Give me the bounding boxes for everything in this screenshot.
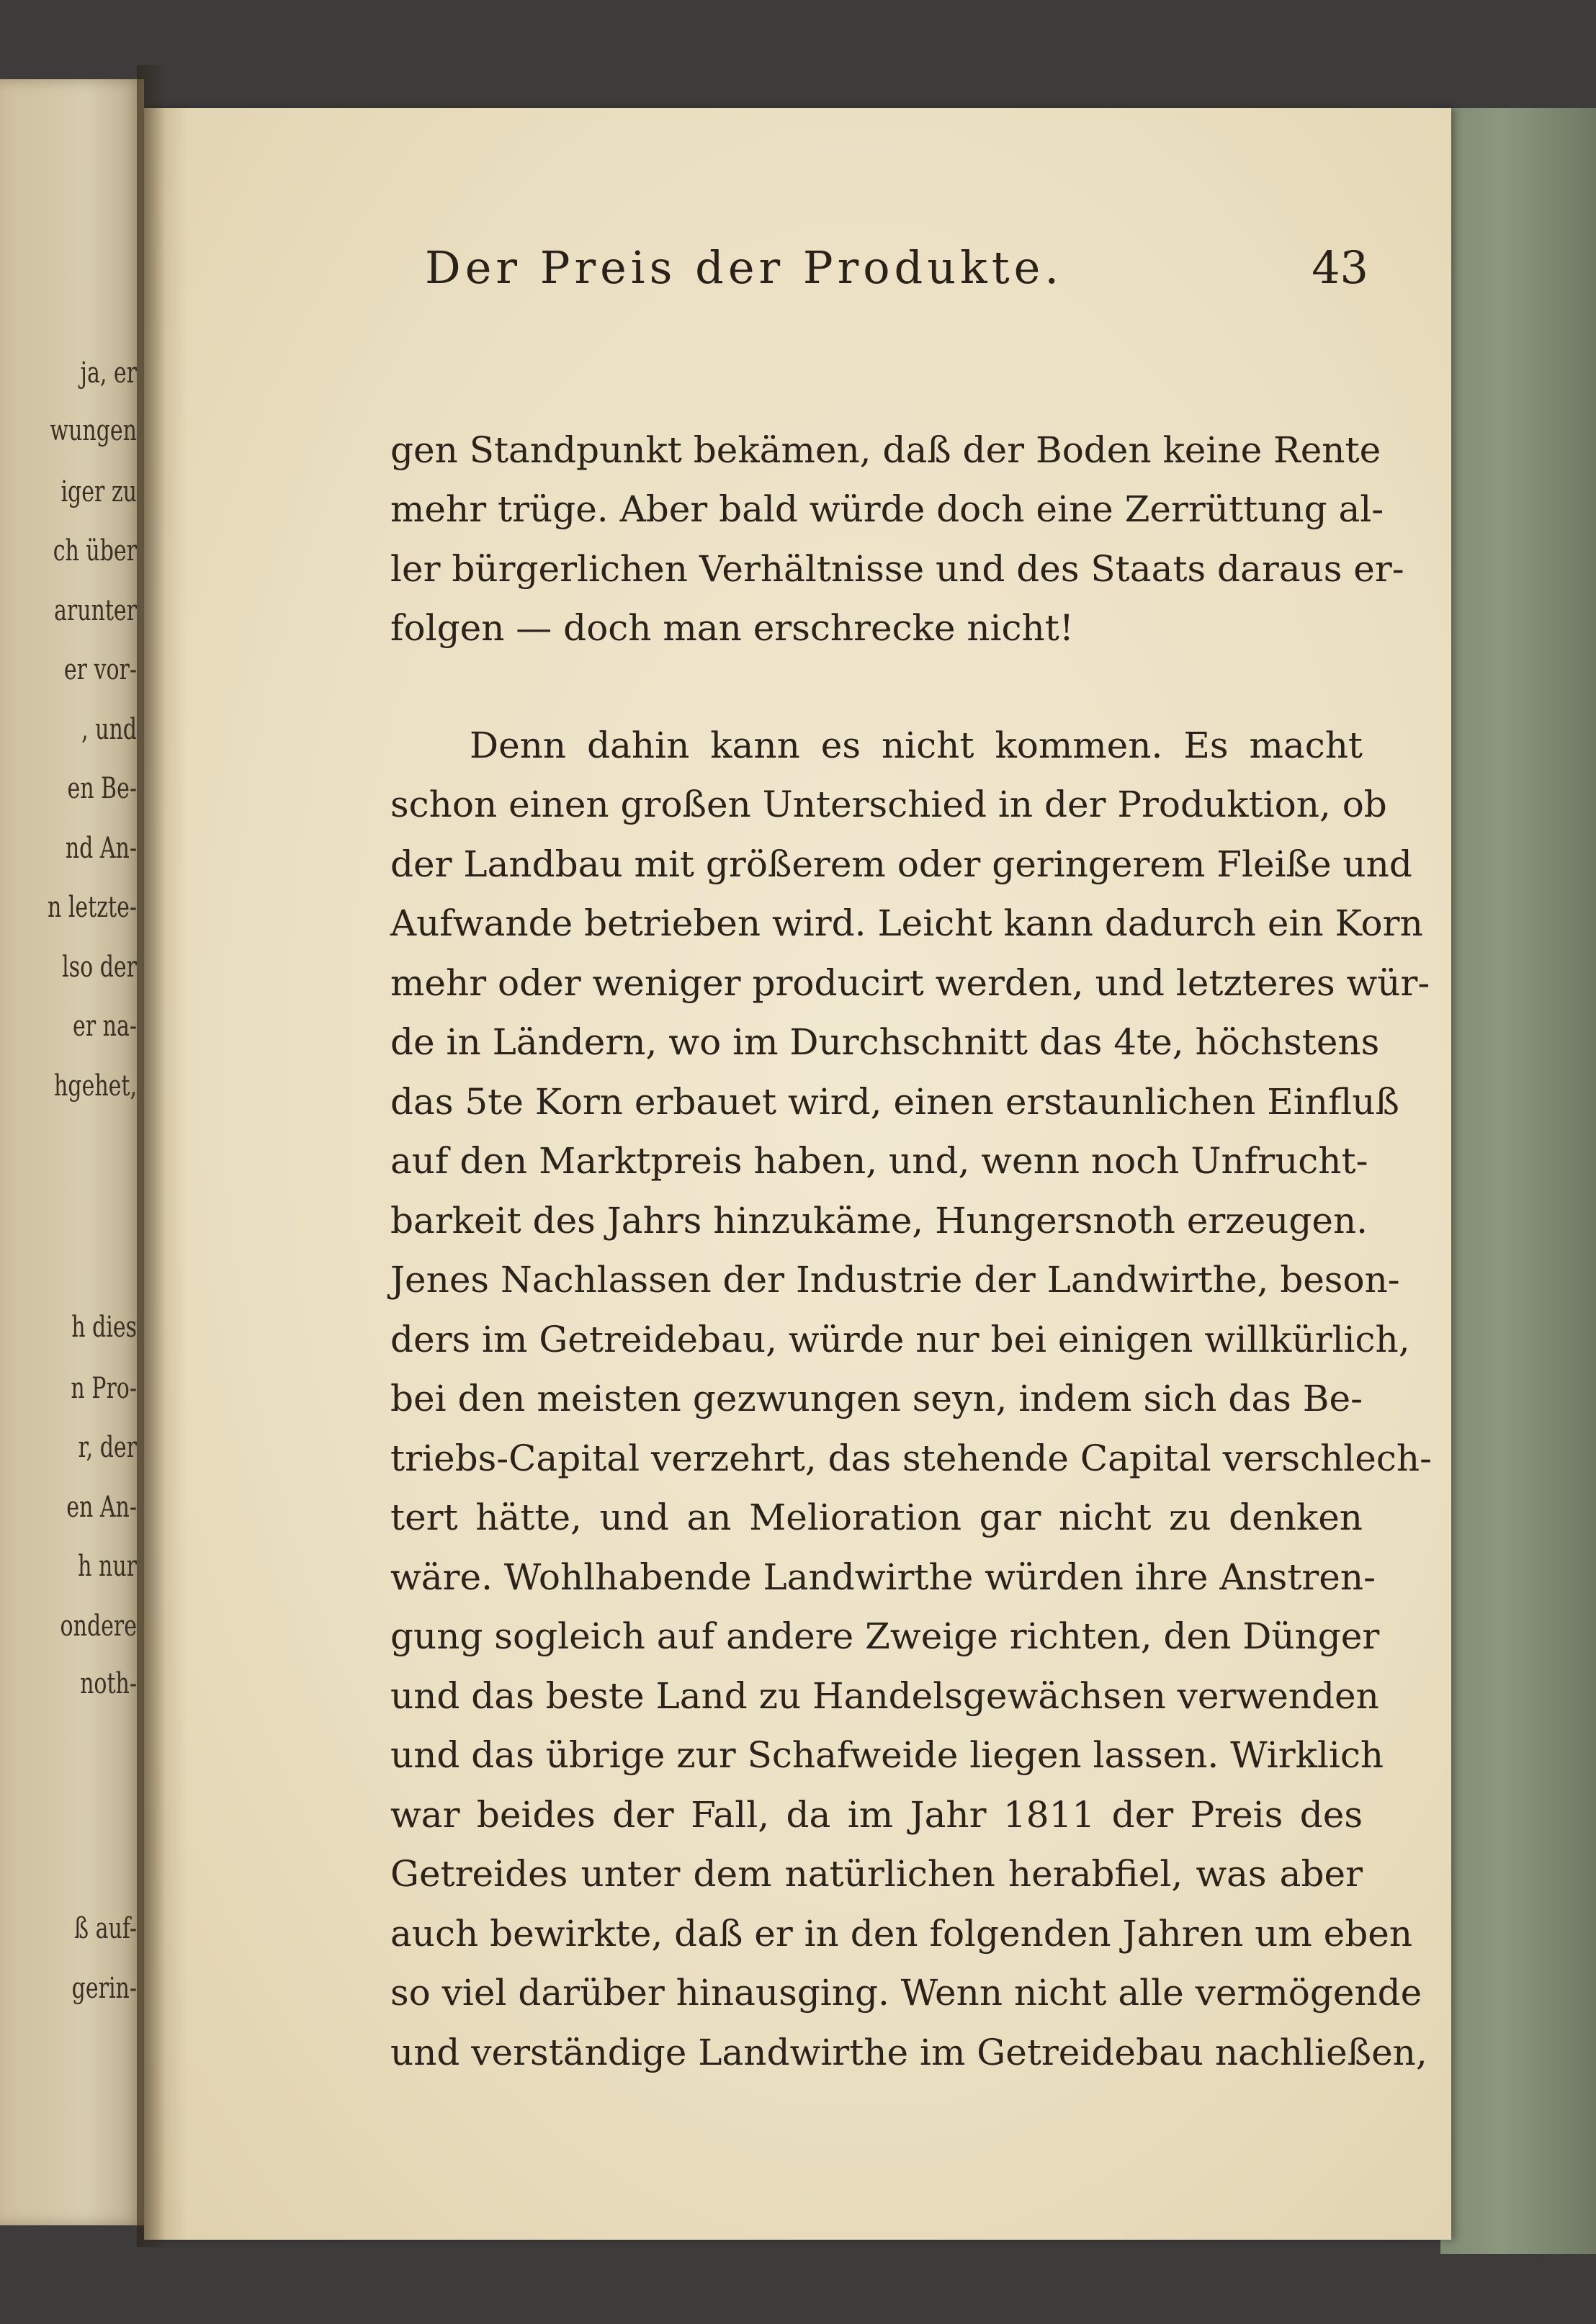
text-line: bei den meisten gezwungen seyn, indem sich das Be- (390, 1378, 1363, 1419)
fragment-line: h nur (78, 1550, 137, 1583)
text-line: schon einen großen Unterschied in der Produktion, ob (390, 784, 1387, 825)
fragment-line: er na- (73, 1010, 137, 1043)
fragment-line: en Be- (67, 772, 137, 805)
fragment-line: er vor- (63, 653, 137, 686)
fragment-line: r, der (78, 1431, 137, 1464)
fragment-line: nd An- (65, 832, 137, 865)
page-number: 43 (1312, 241, 1368, 294)
previous-page-edge (0, 79, 144, 2225)
book-gutter-shadow (137, 65, 166, 2247)
running-title: Der Preis der Produkte. (425, 241, 1064, 294)
text-line: gung sogleich auf andere Zweige richten, den Dünger (390, 1615, 1380, 1657)
text-line: Jenes Nachlassen der Industrie der Landwirthe, beson- (390, 1259, 1400, 1301)
text-line: der Landbau mit größerem oder geringerem Fleiße und (390, 843, 1412, 885)
fragment-line: arunter (53, 594, 137, 627)
fragment-line: h dies (71, 1311, 137, 1344)
text-line: mehr oder weniger producirt werden, und letzteres wür- (390, 962, 1430, 1004)
text-line: barkeit des Jahrs hinzukäme, Hungersnoth erzeugen. (390, 1200, 1368, 1242)
text-line: triebs-Capital verzehrt, das stehende Capital verschlech- (390, 1437, 1432, 1479)
fragment-line: n letzte- (47, 891, 137, 924)
text-line: und das beste Land zu Handelsgewächsen verwenden (390, 1675, 1379, 1717)
fragment-line: ja, er (80, 356, 137, 390)
fragment-line: lso der (62, 951, 137, 984)
page-header (425, 241, 1368, 306)
fragment-line: iger zu (60, 475, 137, 508)
text-line: gen Standpunkt bekämen, daß der Boden keine Rente (390, 429, 1381, 471)
text-line: Aufwande betrieben wird. Leicht kann dadurch ein Korn (390, 902, 1423, 944)
text-line: ler bürgerlichen Verhältnisse und des Staats daraus er- (390, 548, 1404, 590)
fragment-line: , und (81, 713, 137, 746)
fragment-line: n Pro- (71, 1372, 137, 1405)
text-line: das 5te Korn erbauet wird, einen erstaunlichen Einfluß (390, 1081, 1399, 1123)
text-line: so viel darüber hinausging. Wenn nicht alle vermögende (390, 1972, 1422, 2014)
text-line: und verständige Landwirthe im Getreidebau nachließen, (390, 2032, 1427, 2073)
text-line: Denn dahin kann es nicht kommen. Es macht (470, 724, 1363, 766)
text-line: wäre. Wohlhabende Landwirthe würden ihre Anstren- (390, 1556, 1376, 1598)
text-line: auf den Marktpreis haben, und, wenn noch Unfrucht- (390, 1140, 1368, 1182)
text-line: folgen — doch man erschrecke nicht! (390, 607, 1074, 649)
text-line: tert hätte, und an Melioration gar nicht zu denken (390, 1497, 1363, 1538)
text-line: ders im Getreidebau, würde nur bei einigen willkürlich, (390, 1319, 1410, 1360)
fragment-line: noth- (80, 1667, 137, 1700)
fragment-line: gerin- (71, 1972, 137, 2005)
text-line: de in Ländern, wo im Durchschnitt das 4te, höchstens (390, 1021, 1380, 1063)
text-line: auch bewirkte, daß er in den folgenden Jahren um eben (390, 1913, 1413, 1955)
fragment-line: ch über (53, 534, 137, 567)
fragment-line: hgehet, (54, 1069, 137, 1103)
text-line: mehr trüge. Aber bald würde doch eine Zerrüttung al- (390, 488, 1384, 530)
text-line: Getreides unter dem natürlichen herabfiel, was aber (390, 1853, 1363, 1895)
fragment-line: en An- (66, 1491, 137, 1524)
fragment-line: wungen (50, 414, 137, 447)
text-line: war beides der Fall, da im Jahr 1811 der Preis des (390, 1794, 1363, 1836)
text-line: und das übrige zur Schafweide liegen lassen. Wirklich (390, 1734, 1384, 1776)
book-cover-edge (1440, 108, 1596, 2254)
fragment-line: ß auf- (74, 1912, 137, 1945)
fragment-line: ondere (60, 1610, 137, 1643)
book-page (144, 108, 1451, 2240)
